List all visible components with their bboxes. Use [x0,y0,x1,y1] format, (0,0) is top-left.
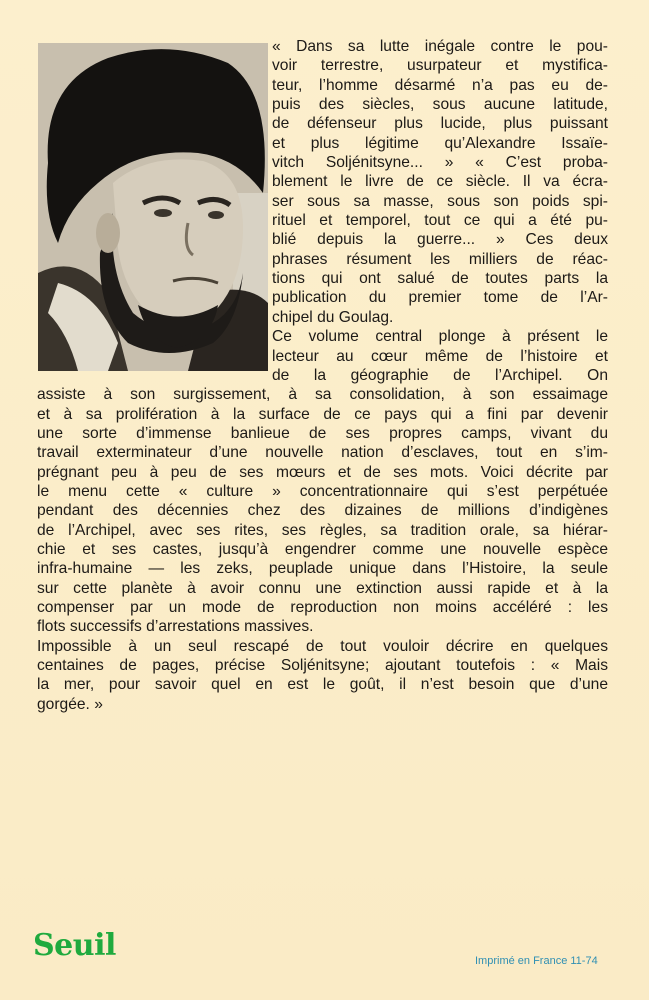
text-line: Impossible à un seul rescapé de tout vouloir décrire en quelques [37,637,608,655]
text-line: chipel du Goulag. [272,308,394,326]
text-line: et à sa prolifération à la surface de ce pays qui a fini par devenir [37,405,608,423]
text-line: flots successifs d’arrestations massives. [37,618,314,636]
imprint-note: Imprimé en France 11-74 [475,955,598,967]
text-line: de défenseur plus lucide, plus puissant [272,115,608,133]
text-line: sur cette planète à avoir connu une extinction aussi rapide et à la [37,579,608,597]
text-line: de l’Archipel, avec ses rites, ses règles, sa tradition orale, sa hiérar- [37,521,608,539]
text-line: infra-humaine — les zeks, peuplade unique dans l’Histoire, la seule [37,560,608,578]
text-line: tions qui ont salué de toutes parts la [272,270,608,288]
text-line: pendant des décennies chez des dizaines de millions d’indigènes [37,502,608,520]
text-line: voir terrestre, usurpateur et mystifica- [272,57,608,75]
text-line: phrases résument les milliers de réac- [272,250,608,268]
text-line: lecteur au cœur même de l’histoire et [272,347,608,365]
text-line: centaines de pages, précise Soljénitsyne; ajoutant toutefois : « Mais [37,657,608,674]
text-line: teur, l’homme désarmé n’a pas eu de- [272,76,608,94]
text-line: et plus légitime qu’Alexandre Issaïe- [272,134,608,152]
text-line: rituel et temporel, tout ce qui a été pu- [272,212,608,230]
text-line: blement le livre de ce siècle. Il va écra- [272,173,608,191]
text-line: chie et ses castes, jusqu’à engendrer comme une nouvelle espèce [37,540,608,558]
text-line: la mer, pour savoir quel en est le goût, il n’est besoin que d’une [37,676,608,694]
text-line: prégnant peu à peu de ses mœurs et de ses mots. Voici décrite par [37,463,608,481]
text-line: Ce volume central plonge à présent le [272,328,608,346]
text-line: ser sous sa masse, sous son poids spi- [272,192,608,210]
text-line: travail exterminateur d’une nouvelle nation d’esclaves, tout en s’im- [37,444,608,462]
text-line: vitch Soljénitsyne... » « C’est proba- [272,154,608,172]
blurb-text [37,37,608,714]
text-line: gorgée. » [37,695,103,713]
text-line: de la géographie de l’Archipel. On [272,366,608,384]
text-line: le menu cette « culture » concentrationnaire qui s’est perpétuée [37,482,608,500]
text-line: assiste à son surgissement, à sa consolidation, à son essaimage [37,386,608,404]
publisher-logo: Seuil [33,928,116,963]
text-line: une sorte d’immense banlieue de ses propres camps, vivant du [37,424,608,442]
text-line: « Dans sa lutte inégale contre le pou- [272,38,608,55]
text-line: puis des siècles, sous aucune latitude, [272,96,608,114]
text-line: blié depuis la guerre... » Ces deux [272,231,608,249]
text-line: publication du premier tome de l’Ar- [272,289,608,307]
text-line: compenser par un mode de reproduction non moins accéléré : les [37,598,608,616]
